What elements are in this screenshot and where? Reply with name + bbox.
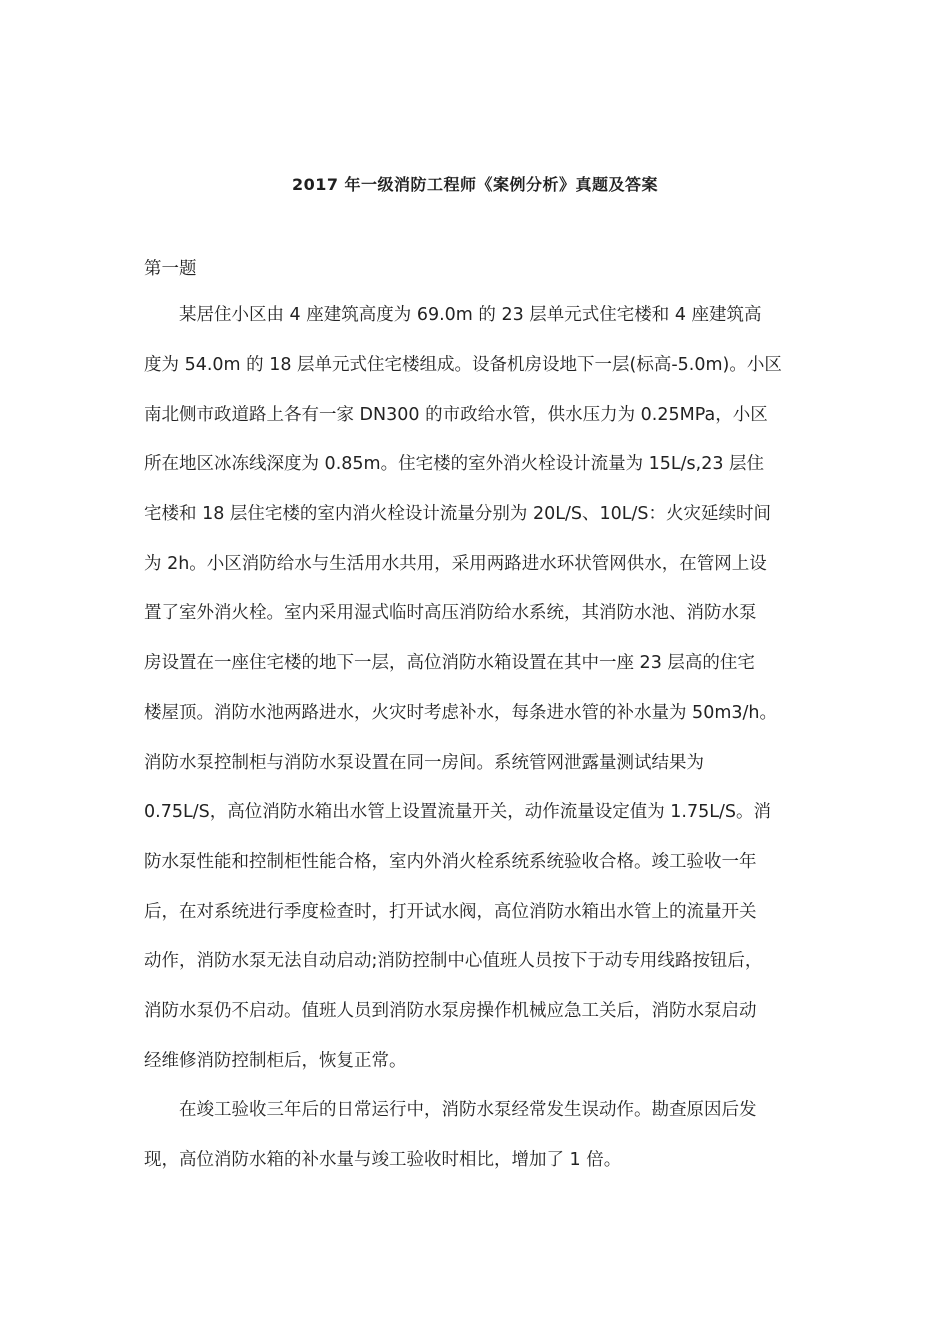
document-title: 2017 年一级消防工程师《案例分析》真题及答案 <box>291 175 659 194</box>
paragraph-line: 经维修消防控制柜后，恢复正常。 <box>144 1051 407 1071</box>
section-heading: 第一题 <box>144 259 197 279</box>
paragraph-line: 0.75L/S，高位消防水箱出水管上设置流量开关，动作流量设定值为 1.75L/S。消 <box>144 802 771 822</box>
paragraph-line: 某居住小区由 4 座建筑高度为 69.0m 的 23 层单元式住宅楼和 4 座建筑高 <box>144 305 762 325</box>
paragraph-line: 消防水泵仍不启动。值班人员到消防水泵房操作机械应急工关后，消防水泵启动 <box>144 1001 757 1021</box>
paragraph-line: 度为 54.0m 的 18 层单元式住宅楼组成。设备机房设地下一层(标高-5.0m)。小区 <box>144 355 782 375</box>
paragraph-line: 防水泵性能和控制柜性能合格，室内外消火栓系统系统验收合格。竣工验收一年 <box>144 852 757 872</box>
paragraph-line: 在竣工验收三年后的日常运行中，消防水泵经常发生误动作。勘查原因后发 <box>144 1100 757 1120</box>
paragraph-line: 后，在对系统进行季度检查时，打开试水阀，高位消防水箱出水管上的流量开关 <box>144 902 757 922</box>
paragraph-line: 南北侧市政道路上各有一家 DN300 的市政给水管，供水压力为 0.25MPa，小区 <box>144 405 768 425</box>
paragraph-line: 现，高位消防水箱的补水量与竣工验收时相比，增加了 1 倍。 <box>144 1150 622 1170</box>
paragraph-line: 消防水泵控制柜与消防水泵设置在同一房间。系统管网泄露量测试结果为 <box>144 753 704 773</box>
paragraph-line: 楼屋顶。消防水池两路进水，火灾时考虑补水，每条进水管的补水量为 50m3/h。 <box>144 703 777 723</box>
paragraph-line: 为 2h。小区消防给水与生活用水共用，采用两路进水环状管网供水，在管网上设 <box>144 554 767 574</box>
paragraph-line: 宅楼和 18 层住宅楼的室内消火栓设计流量分别为 20L/S、10L/S：火灾延续时间 <box>144 504 771 524</box>
paragraph-line: 动作，消防水泵无法自动启动;消防控制中心值班人员按下于动专用线路按钮后， <box>144 951 763 971</box>
paragraph-line: 房设置在一座住宅楼的地下一层，高位消防水箱设置在其中一座 23 层高的住宅 <box>144 653 755 673</box>
paragraph-line: 置了室外消火栓。室内采用湿式临时高压消防给水系统，其消防水池、消防水泵 <box>144 603 757 623</box>
paragraph-line: 所在地区冰冻线深度为 0.85m。住宅楼的室外消火栓设计流量为 15L/s,23 层住 <box>144 454 765 474</box>
